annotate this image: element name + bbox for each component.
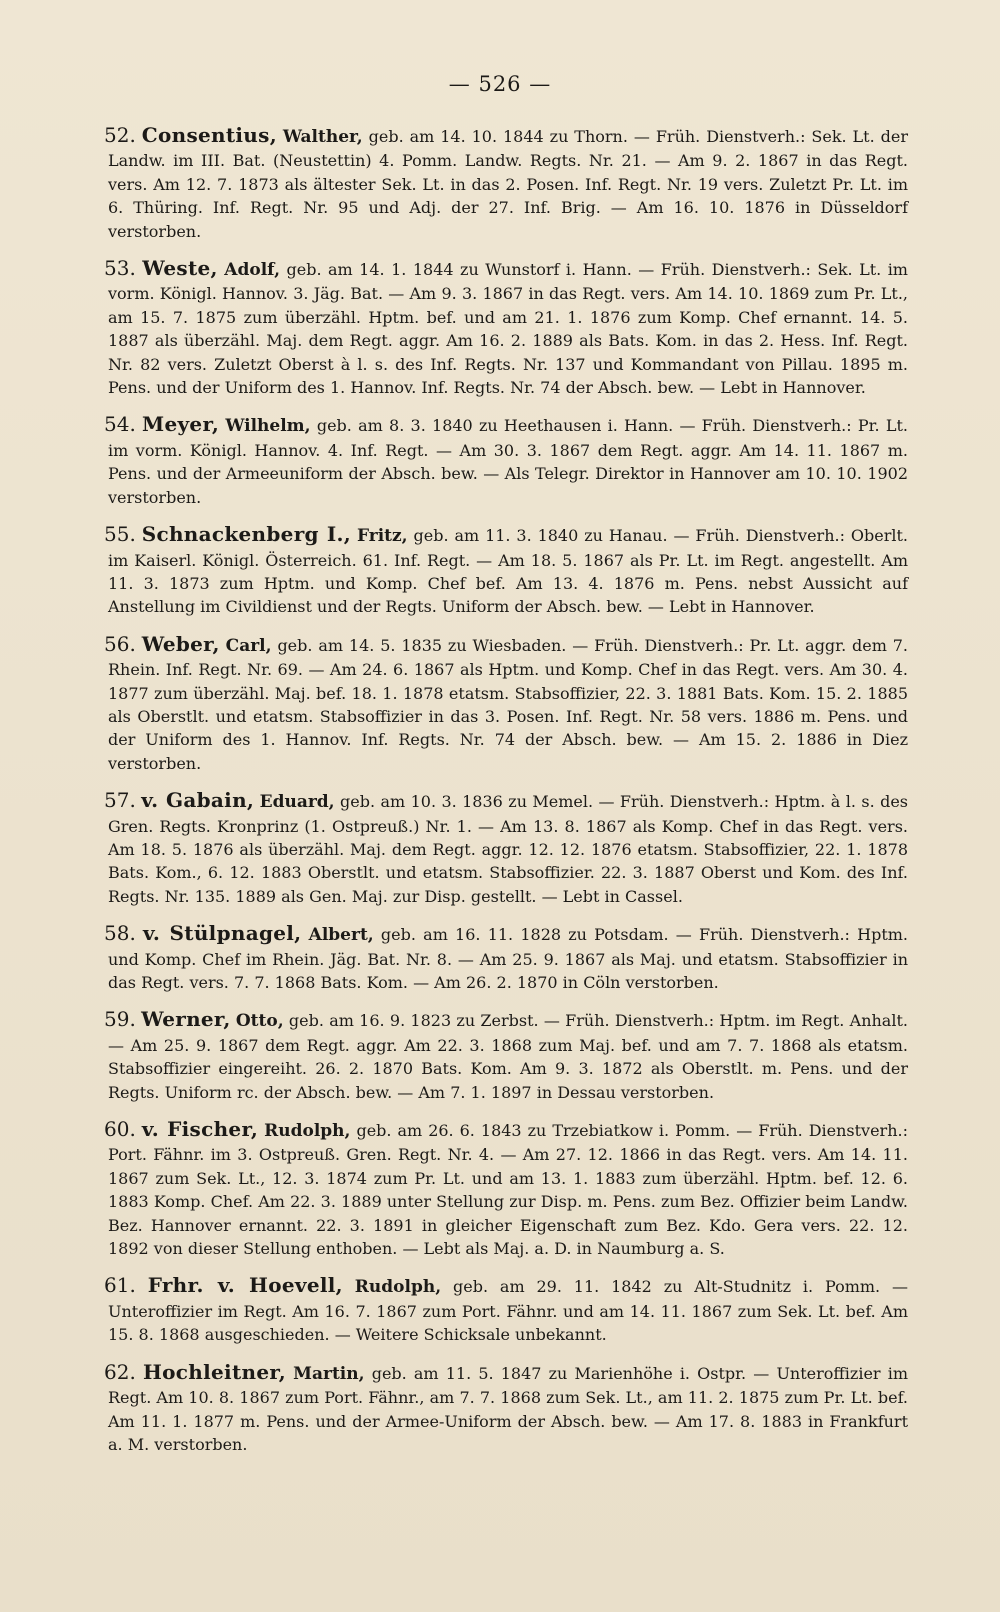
entry-surname: Meyer, (142, 412, 220, 437)
entry-surname: Consentius, (141, 123, 277, 147)
entry-given-name: Rudolph, (354, 1277, 442, 1298)
entry-text: geb. am 14. 5. 1835 zu Wiesbaden. — Früh. Dienstverh.: Pr. Lt. aggr. dem 7. Rhein. Inf. Regt. Nr. 69. — Am 24. 6. 1867 als Hptm. und Komp. Chef in das Regt. vers. Am 30. 4. 1877 zum überzähl. Maj. bef. 18. 1. 1878 etatsm. Stabsoffizier, 22. 3. 1881 Bats. Kom. 15. 2. 1885 als Oberstlt. und etatsm. Stabsoffizier in das 3. Posen. Inf. Regt. Nr. 58 vers. 1886 m. Pens. und der Uniform des 1. Hannov. Inf. Regts. Nr. 74 der Absch. bew. — Am 15. 2. 1886 in Diez verstorben. (108, 635, 909, 773)
entry-number: 60. (104, 1117, 136, 1142)
entry-text: geb. am 14. 10. 1844 zu Thorn. — Früh. Dienstverh.: Sek. Lt. der Landw. im III. Bat. (Neustettin) 4. Pomm. Landw. Regts. Nr. 21. — Am 9. 2. 1867 in das Regt. vers. Am 12. 7. 1873 als ältester Sek. Lt. in das 2. Posen. Inf. Regt. Nr. 19 vers. Zuletzt Pr. Lt. im 6. Thüring. Inf. Regt. Nr. 95 und Adj. der 27. Inf. Brig. — Am 16. 10. 1876 in Düsseldorf verstorben. (108, 127, 908, 241)
entry-surname: v. Fischer, (141, 1117, 259, 1142)
page-number: — 526 — (448, 72, 552, 96)
entry-surname: v. Stülpnagel, (143, 921, 302, 946)
entry-given-name: Fritz, (356, 526, 408, 547)
list-item (104, 921, 909, 994)
entry-number: 52. (104, 123, 136, 147)
entry-surname: v. Gabain, (141, 788, 255, 813)
entry-number: 62. (104, 1359, 136, 1384)
list-item (104, 522, 908, 619)
entry-given-name: Albert, (308, 925, 374, 946)
entry-text: geb. am 16. 11. 1828 zu Potsdam. — Früh. Dienstverh.: Hptm. und Komp. Chef im Rhein. Jäg. Bat. Nr. 8. — Am 25. 9. 1867 als Maj. und etatsm. Stabsoffizier in das Regt. vers. 7. 7. 1868 Bats. Kom. — Am 26. 2. 1870 in Cöln verstorben. (108, 925, 909, 992)
entry-text: geb. am 11. 5. 1847 zu Marienhöhe i. Ostpr. — Unteroffizier im Regt. Am 10. 8. 1867 zum Port. Fähnr., am 7. 7. 1868 zum Sek. Lt., am 11. 2. 1875 zum Pr. Lt. bef. Am 11. 1. 1877 m. Pens. und der Armee-Uniform der Absch. bew. — Am 17. 8. 1883 in Frankfurt a. M. verstorben. (108, 1363, 908, 1454)
entry-surname: Hochleitner, (142, 1359, 286, 1384)
entry-given-name: Martin, (293, 1363, 365, 1384)
list-item (104, 1007, 908, 1104)
entry-given-name: Carl, (225, 635, 272, 656)
entry-number: 54. (104, 412, 136, 437)
entry-list (104, 123, 909, 1456)
list-item (104, 123, 908, 243)
list-item (104, 256, 908, 399)
list-item (104, 1117, 908, 1260)
entry-number: 53. (104, 256, 136, 281)
entry-text: geb. am 11. 3. 1840 zu Hanau. — Früh. Dienstverh.: Oberlt. im Kaiserl. Königl. Österreich. 61. Inf. Regt. — Am 18. 5. 1867 als Pr. Lt. im Regt. angestellt. Am 11. 3. 1873 zum Hptm. und Komp. Chef bef. Am 13. 4. 1876 m. Pens. nebst Aussicht auf Anstellung im Civildienst und der Regts. Uniform der Absch. bew. — Lebt in Hannover. (108, 526, 908, 617)
entry-text: geb. am 10. 3. 1836 zu Memel. — Früh. Dienstverh.: Hptm. à l. s. des Gren. Regts. Kronprinz (1. Ostpreuß.) Nr. 1. — Am 13. 8. 1867 als Komp. Chef in das Regt. vers. Am 18. 5. 1876 als überzähl. Maj. dem Regt. aggr. 12. 12. 1876 etatsm. Stabsoffizier, 22. 1. 1878 Bats. Kom., 6. 12. 1883 Oberstlt. und etatsm. Stabsoffizier. 22. 3. 1887 Oberst und Kom. des Inf. Regts. Nr. 135. 1889 als Gen. Maj. zur Disp. gestellt. — Lebt in Cassel. (108, 792, 908, 906)
entry-text: geb. am 26. 6. 1843 zu Trzebiatkow i. Pomm. — Früh. Dienstverh.: Port. Fähnr. im 3. Ostpreuß. Gren. Regt. Nr. 4. — Am 27. 12. 1866 in das Regt. vers. Am 14. 11. 1867 zum Sek. Lt., 12. 3. 1874 zum Pr. Lt. und am 13. 1. 1883 zum überzähl. Hptm. bef. 12. 6. 1883 Komp. Chef. Am 22. 3. 1889 unter Stellung zur Disp. m. Pens. zum Bez. Offizier beim Landw. Bez. Hannover ernannt. 22. 3. 1891 in gleicher Eigenschaft zum Bez. Kdo. Gera vers. 22. 12. 1892 von dieser Stellung enthoben. — Lebt als Maj. a. D. in Naumburg a. S. (108, 1121, 908, 1259)
entry-surname: Schnackenberg I., (141, 522, 352, 547)
entry-given-name: Wilhelm, (225, 416, 311, 437)
entry-number: 57. (104, 788, 136, 813)
entry-surname: Werner, (141, 1007, 231, 1032)
entry-text: geb. am 29. 11. 1842 zu Alt-Studnitz i. Pomm. — Unteroffizier im Regt. Am 16. 7. 1867 zum Port. Fähnr. und am 14. 11. 1867 zum Sek. Lt. bef. Am 15. 8. 1868 ausgeschieden. — Weitere Schicksale unbekannt. (108, 1277, 908, 1345)
entry-number: 55. (104, 522, 136, 547)
entry-given-name: Rudolph, (264, 1121, 351, 1142)
list-item (104, 1359, 908, 1457)
entry-given-name: Eduard, (259, 792, 335, 813)
entry-surname: Weber, (141, 631, 220, 656)
entry-given-name: Otto, (235, 1011, 284, 1032)
list-item (104, 412, 908, 509)
list-item (104, 788, 908, 908)
entry-text: geb. am 16. 9. 1823 zu Zerbst. — Früh. Dienstverh.: Hptm. im Regt. Anhalt. — Am 25. 9. 1867 dem Regt. aggr. Am 22. 3. 1868 zum Maj. bef. und am 7. 7. 1868 als etatsm. Stabsoffizier eingereiht. 26. 2. 1870 Bats. Kom. Am 9. 3. 1872 als Oberstlt. m. Pens. und der Regts. Uniform rc. der Absch. bew. — Am 7. 1. 1897 in Dessau verstorben. (108, 1011, 908, 1102)
entry-number: 59. (104, 1007, 136, 1032)
entry-text: geb. am 14. 1. 1844 zu Wunstorf i. Hann. — Früh. Dienstverh.: Sek. Lt. im vorm. Königl. Hannov. 3. Jäg. Bat. — Am 9. 3. 1867 in das Regt. vers. Am 14. 10. 1869 zum Pr. Lt., am 15. 7. 1875 zum überzähl. Hptm. bef. und am 21. 1. 1876 zum Komp. Chef ernannt. 14. 5. 1887 als überzähl. Maj. dem Regt. aggr. Am 16. 2. 1889 als Bats. Kom. in das 2. Hess. Inf. Regt. Nr. 82 vers. Zuletzt Oberst à l. s. des Inf. Regts. Nr. 137 und Kommandant von Pillau. 1895 m. Pens. und der Uniform des 1. Hannov. Inf. Regts. Nr. 74 der Absch. bew. — Lebt in Hannover. (108, 260, 908, 398)
list-item (104, 1273, 908, 1346)
list-item (104, 631, 909, 775)
entry-given-name: Walther, (282, 127, 363, 147)
entry-surname: Weste, (142, 256, 218, 281)
entry-text: geb. am 8. 3. 1840 zu Heethausen i. Hann. — Früh. Dienstverh.: Pr. Lt. im vorm. Königl. Hannov. 4. Inf. Regt. — Am 30. 3. 1867 dem Regt. aggr. Am 14. 11. 1867 m. Pens. und der Armeeuniform der Absch. bew. — Als Telegr. Direktor in Hannover am 10. 10. 1902 verstorben. (108, 416, 908, 507)
entry-number: 58. (104, 921, 136, 946)
entry-number: 61. (104, 1273, 136, 1298)
entry-number: 56. (104, 631, 136, 656)
entry-given-name: Adolf, (224, 260, 281, 281)
entry-surname: Frhr. v. Hoevell, (147, 1273, 343, 1298)
